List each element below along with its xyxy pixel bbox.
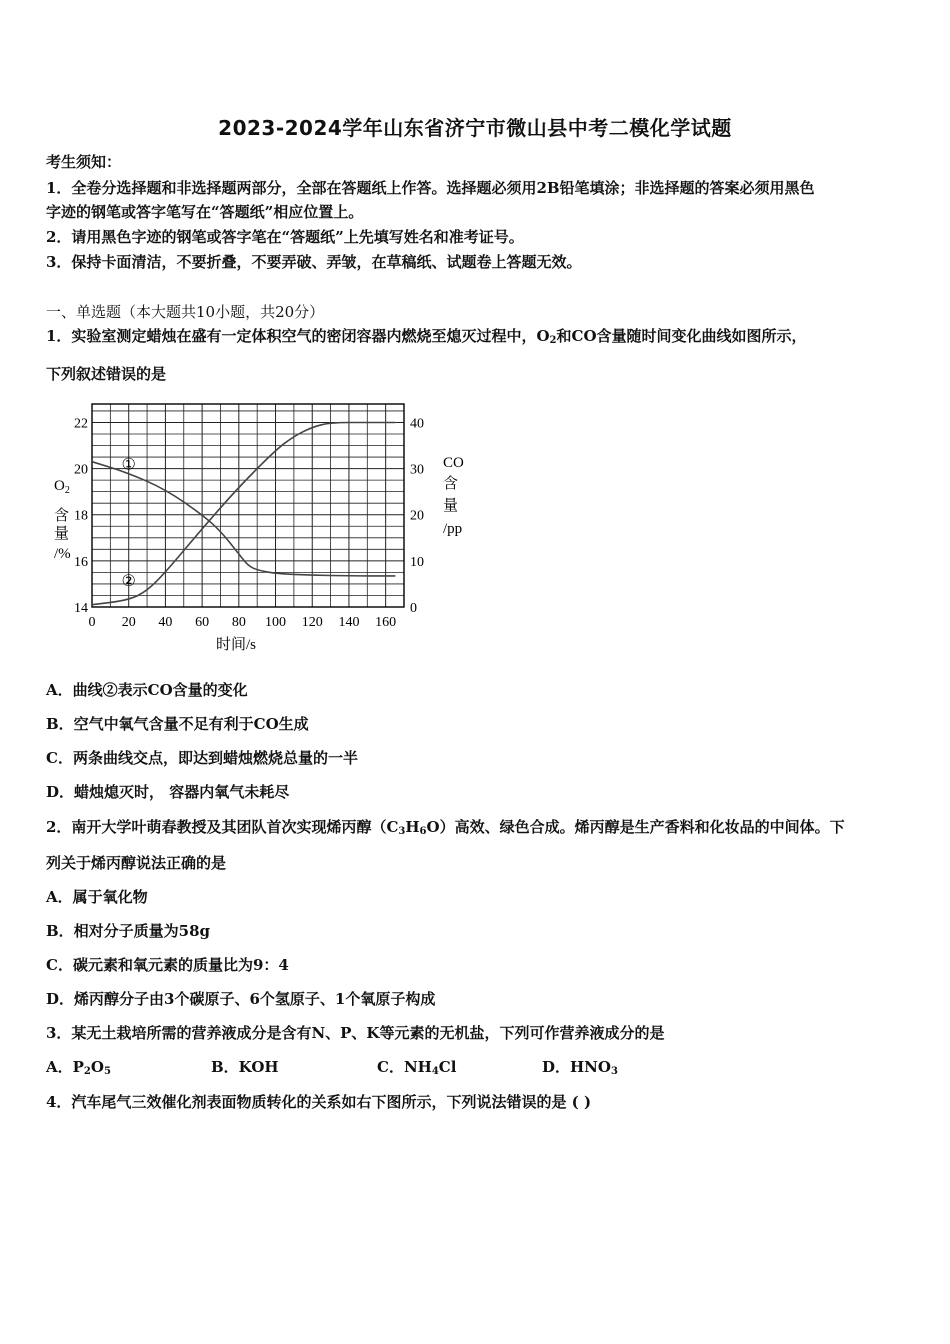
q2-option-d[interactable]: D．烯丙醇分子由3个碳原子、6个氢原子、1个氧原子构成 <box>46 990 436 1008</box>
y-left-axis-label-sub: 2 <box>64 485 70 496</box>
y-left-tick-label: 16 <box>74 554 88 570</box>
q3-option-d[interactable]: D．$HNO_3$ <box>542 1058 618 1077</box>
q2-option-c[interactable]: C．碳元素和氧元素的质量比为9：4 <box>46 956 289 974</box>
chart-labels <box>54 416 464 653</box>
x-tick-label: 0 <box>88 615 96 630</box>
x-tick-label: 140 <box>338 615 360 630</box>
q1-option-d[interactable]: D．蜡烛熄灭时， 容器内氧气未耗尽 <box>46 783 290 801</box>
question-3-stem: 3．某无土栽培所需的营养液成分是含有N、P、K等元素的无机盐，下列可作营养液成分的是 <box>46 1024 665 1042</box>
curve-label-1: ① <box>121 456 136 474</box>
y-left-tick-label: 22 <box>74 416 88 432</box>
y-right-tick-label: 40 <box>410 416 424 432</box>
notice-item-3: 3．保持卡面清洁，不要折叠，不要弄破、弄皱，在草稿纸、试题卷上答题无效。 <box>46 253 582 271</box>
y-right-axis-label: CO <box>443 455 464 471</box>
q2-option-b[interactable]: B．相对分子质量为58g <box>46 922 211 940</box>
x-tick-label: 80 <box>231 615 246 630</box>
y-left-axis-label: 含 <box>54 508 70 524</box>
x-tick-label: 160 <box>375 615 397 630</box>
notice-item-1-cont: 字迹的钢笔或答字笔写在“答题纸”相应位置上。 <box>46 203 364 221</box>
notice-item-1: 1．全卷分选择题和非选择题两部分，全部在答题纸上作答。选择题必须用2B铅笔填涂；非选择题的答案必须用黑色 <box>46 179 815 197</box>
q3-options <box>46 1057 746 1079</box>
q3-option-b[interactable]: B．KOH <box>211 1058 279 1076</box>
q3-option-c[interactable]: C．$NH_4Cl$ <box>377 1058 457 1077</box>
y-left-tick-label: 14 <box>74 601 88 616</box>
x-tick-label: 60 <box>195 615 210 630</box>
notice-item-2: 2．请用黑色字迹的钢笔或答字笔在“答题纸”上先填写姓名和准考证号。 <box>46 228 524 246</box>
q1-option-b[interactable]: B．空气中氧气含量不足有利于CO生成 <box>46 715 309 733</box>
notice-heading: 考生须知： <box>46 153 122 171</box>
y-left-axis-label: /% <box>54 546 71 562</box>
y-right-tick-label: 30 <box>410 462 424 478</box>
y-left-tick-label: 18 <box>74 508 88 524</box>
o2-co-chart <box>40 398 480 660</box>
y-left-tick-label: 20 <box>74 462 88 478</box>
y-right-tick-label: 0 <box>410 601 417 616</box>
x-tick-label: 100 <box>265 615 287 630</box>
x-tick-label: 120 <box>301 615 323 630</box>
page-title: 2023-2024学年山东省济宁市微山县中考二模化学试题 <box>218 116 732 140</box>
y-right-axis-label: /pp <box>443 521 463 537</box>
q3-option-a[interactable]: A．$P_2O_5$ <box>46 1058 111 1077</box>
q1-option-a[interactable]: A．曲线②表示CO含量的变化 <box>46 681 248 699</box>
question-1-stem-cont: 下列叙述错误的是 <box>46 365 167 383</box>
y-right-axis-label: 含 <box>443 476 459 492</box>
curve-label-2: ② <box>121 573 136 591</box>
y-right-tick-label: 10 <box>410 554 424 570</box>
section-heading: 一、单选题（本大题共10小题，共20分） <box>46 303 325 321</box>
y-right-tick-label: 20 <box>410 508 424 524</box>
y-right-axis-label: 量 <box>443 498 459 514</box>
y-left-axis-label: $O_2$ <box>54 478 70 496</box>
x-tick-label: 20 <box>121 615 136 630</box>
question-4-stem: 4．汽车尾气三效催化剂表面物质转化的关系如右下图所示，下列说法错误的是 ( ) <box>46 1093 592 1111</box>
x-axis-label: 时间/s <box>215 637 257 653</box>
question-2-stem: 2．南开大学叶萌春教授及其团队首次实现烯丙醇$(C_3H_6O)$高效、绿色合成。烯丙醇是生产香料和化妆品的中间体。下 <box>46 818 845 837</box>
q1-option-c[interactable]: C．两条曲线交点，即达到蜡烛燃烧总量的一半 <box>46 749 358 767</box>
y-left-axis-label: 量 <box>54 526 70 542</box>
q2-option-a[interactable]: A．属于氧化物 <box>46 888 148 906</box>
question-2-stem-cont: 列关于烯丙醇说法正确的是 <box>46 854 227 872</box>
question-1-stem: 1．实验室测定蜡烛在盛有一定体积空气的密闭容器内燃烧至熄灭过程中，$O_2$和CO含量随时间变化曲线如图所示， <box>46 327 807 346</box>
x-tick-label: 40 <box>158 615 173 630</box>
